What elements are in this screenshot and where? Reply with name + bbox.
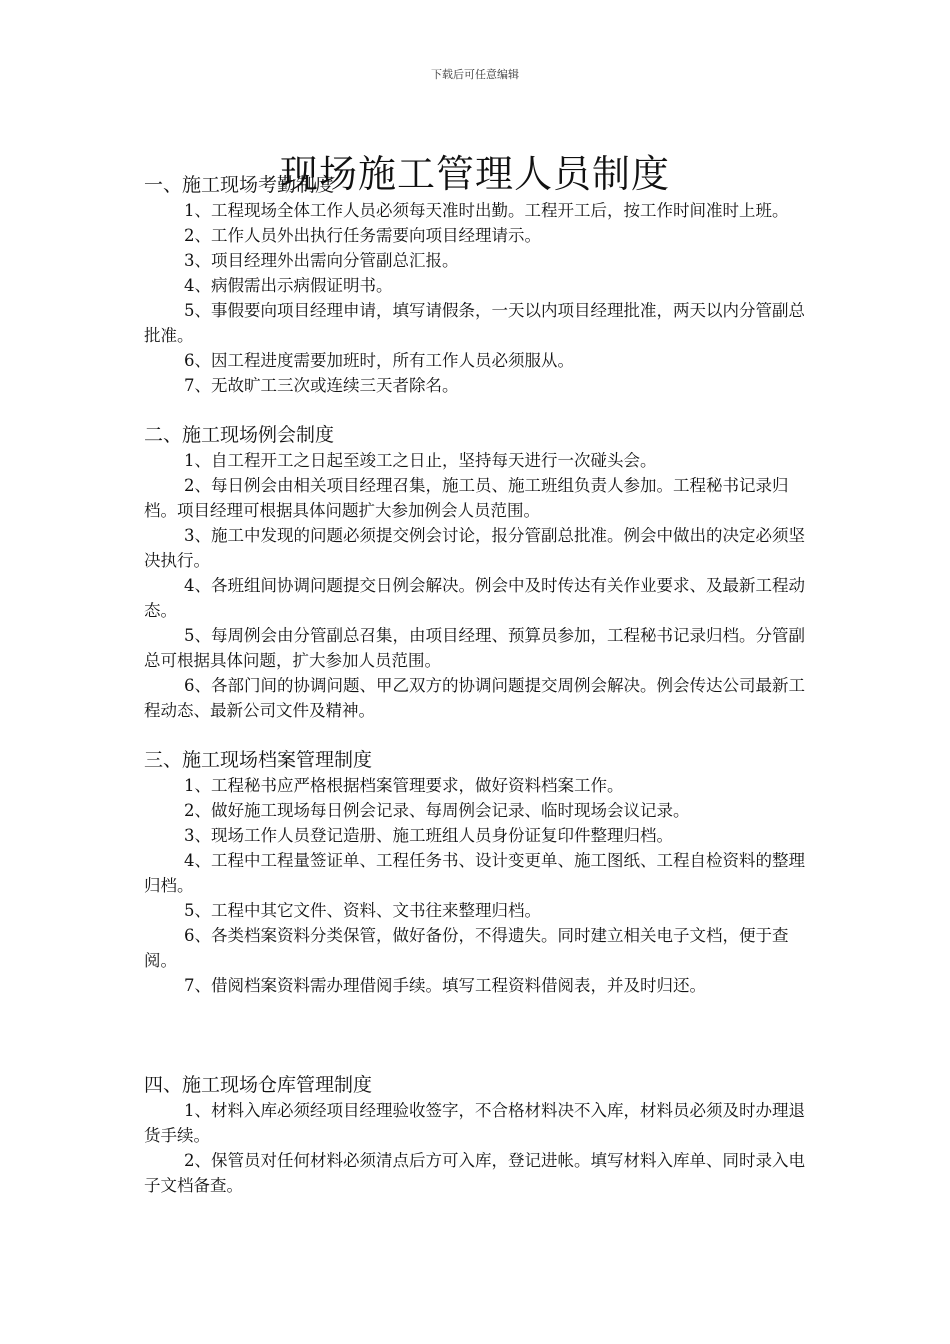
list-item: 1、自工程开工之日起至竣工之日止，坚持每天进行一次碰头会。 (184, 451, 657, 470)
list-item: 2、保管员对任何材料必须清点后方可入库，登记进帐。填写材料入库单、同时录入电子文档备查。 (144, 1151, 805, 1195)
section-meetings (144, 423, 814, 723)
section-attendance (144, 173, 814, 398)
section-heading: 四、施工现场仓库管理制度 (144, 1074, 373, 1096)
list-item: 5、每周例会由分管副总召集，由项目经理、预算员参加，工程秘书记录归档。分管副总可根据具体问题，扩大参加人员范围。 (144, 626, 805, 670)
list-item: 6、各类档案资料分类保管，做好备份，不得遗失。同时建立相关电子文档，便于查阅。 (144, 926, 789, 970)
list-item: 7、借阅档案资料需办理借阅手续。填写工程资料借阅表，并及时归还。 (184, 976, 706, 995)
list-item: 6、各部门间的协调问题、甲乙双方的协调问题提交周例会解决。例会传达公司最新工程动态、最新公司文件及精神。 (144, 676, 805, 720)
document-title: 现场施工管理人员制度 (279, 152, 670, 197)
section-archives (144, 748, 814, 998)
list-item: 1、材料入库必须经项目经理验收签字，不合格材料决不入库，材料员必须及时办理退货手续。 (144, 1101, 805, 1145)
header-note: 下载后可任意编辑 (431, 68, 519, 81)
list-item: 4、病假需出示病假证明书。 (184, 276, 393, 295)
section-heading: 二、施工现场例会制度 (144, 424, 335, 446)
list-item: 4、各班组间协调问题提交日例会解决。例会中及时传达有关作业要求、及最新工程动态。 (144, 576, 805, 620)
list-item: 3、现场工作人员登记造册、施工班组人员身份证复印件整理归档。 (184, 826, 673, 845)
list-item: 2、工作人员外出执行任务需要向项目经理请示。 (184, 226, 541, 245)
list-item: 2、做好施工现场每日例会记录、每周例会记录、临时现场会议记录。 (184, 801, 690, 820)
document-body (144, 173, 814, 1198)
list-item: 6、因工程进度需要加班时，所有工作人员必须服从。 (184, 351, 574, 370)
list-item: 3、项目经理外出需向分管副总汇报。 (184, 251, 459, 270)
section-heading: 三、施工现场档案管理制度 (144, 749, 373, 771)
list-item: 7、无故旷工三次或连续三天者除名。 (184, 376, 459, 395)
list-item: 3、施工中发现的问题必须提交例会讨论，报分管副总批准。例会中做出的决定必须坚决执行。 (144, 526, 805, 570)
list-item: 4、工程中工程量签证单、工程任务书、设计变更单、施工图纸、工程自检资料的整理归档。 (144, 851, 805, 895)
list-item: 1、工程秘书应严格根据档案管理要求，做好资料档案工作。 (184, 776, 624, 795)
list-item: 2、每日例会由相关项目经理召集，施工员、施工班组负责人参加。工程秘书记录归档。项目经理可根据具体问题扩大参加例会人员范围。 (144, 476, 789, 520)
list-item: 5、事假要向项目经理申请，填写请假条，一天以内项目经理批准，两天以内分管副总批准。 (144, 301, 805, 345)
section-heading: 一、施工现场考勤制度 (144, 174, 335, 196)
section-warehouse (144, 1073, 814, 1198)
list-item: 1、工程现场全体工作人员必须每天准时出勤。工程开工后，按工作时间准时上班。 (184, 201, 789, 220)
list-item: 5、工程中其它文件、资料、文书往来整理归档。 (184, 901, 541, 920)
